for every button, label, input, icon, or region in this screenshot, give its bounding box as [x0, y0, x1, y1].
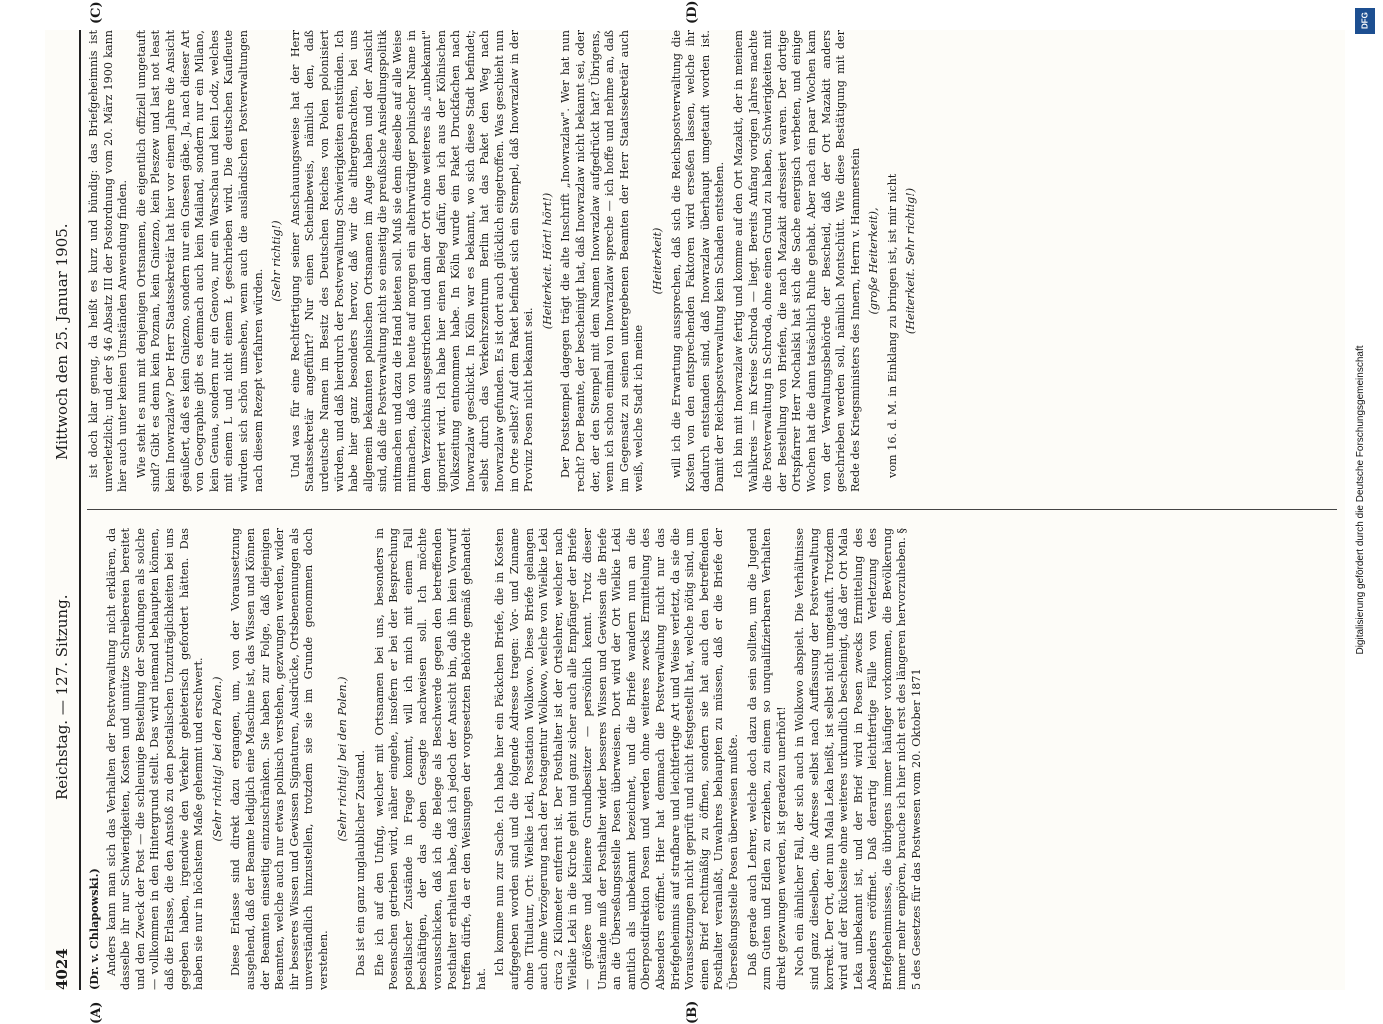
- page-header: [45, 30, 79, 990]
- interjection: (Sehr richtig!): [270, 220, 284, 302]
- left-column: [87, 528, 1337, 990]
- interjection: (Heiterkeit): [650, 227, 664, 295]
- paragraph: Der Poststempel dagegen trägt die alte Inschrift „Inowrazlaw". Wer hat nun recht? Der Beamte, der bescheinigt hat, daß Inowrazlaw nicht bekannt sei, oder der, der den Stempel mit dem Namen Inowrazlaw aufgedrückt hat? Übrigens, wenn ich schon einmal von Inowrazlaw spreche — ich hoffe und nehme an, daß im Gegensatz zu seinen untergebenen Beamten der Herr Staatssekretär auch weiß, welche Stadt ich meine: [559, 30, 646, 492]
- digitization-notice: Digitalisierung gefördert durch die Deutsche Forschungsgemeinschaft: [1355, 345, 1366, 655]
- interjection: (Sehr richtig! bei den Polen.): [335, 676, 349, 842]
- speaker-name: (Dr. v. Chlapowski.): [87, 868, 101, 990]
- interjection: (große Heiterkeit),: [867, 207, 881, 315]
- paragraph: Diese Erlasse sind direkt dazu ergangen, um, von der Voraussetzung ausgehend, daß der Beamte lediglich eine Maschine ist, das Wissen und Können der Beamten einseitig einzuschränken. Sie haben zur Folge, daß diejenigen Beamten, welche auch nur etwas polnisch verstehen, gezwungen werden, wider ihr besseres Wissen und Gewissen Signaturen, Ausdrücke, Ortsbenennungen als unverständlich hinzustellen, trotzdem sie sie im Grunde genommen doch verstehen.: [229, 528, 330, 990]
- dfg-logo: DFG: [1355, 8, 1375, 34]
- margin-mark-d: (D): [685, 0, 700, 24]
- document-page: [45, 0, 1345, 1024]
- paragraph: Und was für eine Rechtfertigung seiner Anschauungsweise hat der Herr Staatssekretär angeführt? Nur einen Scheinbeweis, nämlich den, daß urdeutsche Namen im Besitz des Deutschen Reiches von Polen polonisiert würden, und daß hierdurch der Postverwaltung Schwierigkeiten entstünden. Ich habe hier ganz besonders hervor, daß wir die althergebrachten, bei uns allgemein bekannten polnischen Ortsnamen im Auge haben und der Ansicht sind, daß die Postverwaltung nicht so einseitig die preußische Ansiedlungspolitik mitmachen und dazu die Hand bieten soll. Muß sie denn dieselbe auf alle Weise mitmachen, daß von heute auf morgen ein altehrwürdiger polnischer Name in dem Verzeichnis ausgestrichen und dann der Ort ohne weiteres als „unbekannt" ignoriert wird. Ich habe hier einen Beleg dafür, den ich aus der Kölnischen Volkszeitung entnommen habe. In Köln wurde ein Paket Druckfachen nach Inowrazlaw geschickt. In Köln war es bekannt, wo sich diese Stadt befindet; selbst durch das Verkehrszentrum Berlin hat das Paket den Weg nach Inowrazlaw gefunden. Es ist dort auch glücklich eingetroffen. Was geschieht nun im Orte selbst? Auf dem Paket befindet sich ein Stempel, daß Inowrazlaw in der Provinz Posen nicht bekannt sei.: [288, 30, 536, 492]
- paragraph: Das ist ein ganz unglaublicher Zustand.: [354, 750, 368, 976]
- margin-mark-c: (C): [89, 1, 104, 24]
- paragraph: Anders kann man sich das Verhalten der Postverwaltung nicht erklären, da dasselbe ihr nur Schwierigkeiten, Kosten und unnütze Schreibereien bereitet und den Zweck der Post — die schleunige Bestellung der Sendungen als solche — vollkommen in den Hintergrund stellt. Das wird niemand behaupten können, daß die Erlasse, die den Anstoß zu den postalischen Unzuträglichkeiten bei uns gegeben haben, irgendwie den Verkehr gebieterisch gefordert hätten. Das haben sie nur in höchstem Maße gehemmt und erschwert.: [104, 528, 206, 990]
- header-rule: [79, 30, 81, 990]
- paragraph: Ich bin mit Inowrazlaw fertig und komme auf den Ort Mazakit, der in meinem Wahlkreis — im Kreise Schroda — liegt. Bereits Anfang vorigen Jahres machte die Postverwaltung in Schroda, ohne einen Grund zu haben, Schwierigkeiten mit der Bestellung von Briefen, die nach Mazakit adressiert waren. Der dortige Ortspfarrer Herr Nochalski hat sich die Sache energisch verbeten, und einige Wochen hat die dann tatsächlich Ruhe gehabt. Aber nach ein paar Wochen kam von der Verwaltungsbehörde der Bescheid, daß der Ort Mazakit anders geschrieben werden soll, nämlich Montschütt. Wie diese Bestätigung mit der Rede des Kriegsministers des Innern, Herrn v. Hammerstein: [731, 30, 862, 492]
- margin-mark-b: (B): [685, 1000, 700, 1024]
- session-date: Mittwoch den 25. Januar 1905.: [53, 223, 71, 460]
- paragraph: Ich komme nun zur Sache. Ich habe hier ein Päckchen Briefe, die in Kosten aufgegeben worden sind und die folgende Adresse tragen: Vor- und Zuname ohne Titulatur, Ort: Wielkie Leki, Posstation Wolkowo. Diese Briefe gelangen auch ohne Verzögerung nach der Postagentur Wolkowo, welche von Wielkie Leki circa 2 Kilometer entfernt ist. Der Posthalter ist der Ortslehrer, welcher nach Wielkie Leki in die Kirche geht und ganz sicher auch alle Empfänger der Briefe — größere und kleinere Grundbesitzer — persönlich kennt. Trotz dieser Umstände muß der Posthalter wider besseres Wissen und Gewissen die Briefe an die Überseßungsstelle Posen überweisen. Dort wird der Ort Wielkie Leki amtlich als unbekannt bezeichnet, und die Briefe wandern nun an die Oberpostdirektion Posen und werden ohne weiteres zwecks Ermittelung des Absenders eröffnet. Hier hat demnach die Postverwaltung nicht nur das Briefgeheimnis auf strafbare und leichtfertige Art und Weise verletzt, da sie die Voraussetzungen nicht geprüft und nicht festgestellt hat, welche nötig sind, um einen Brief rechtmäßig zu öffnen, sondern sie hat auch den betreffenden Posthalter veranlaßt, Unwahres behaupten zu müssen, daß er die Briefe der Überseßungsstelle Posen überweisen mußte.: [493, 528, 740, 990]
- session-title: Reichstag. — 127. Sitzung.: [53, 594, 71, 800]
- paragraph: Ehe ich auf den Unfug, welcher mit Ortsnamen bei uns, besonders in Posenschen getrieben wird, näher eingehe, insofern er bei der Besprechung postalischer Zustände in Frage kommt, will ich mich mit einem Fall beschäftigen, der das oben Gesagte nachweisen soll. Ich möchte vorausschicken, daß ich die Belege als Beschwerde gegen den betreffenden Posthalter erhalten habe, daß ich jedoch der Ansicht bin, daß ihn kein Vorwurf treffen dürfe, da er den Weisungen der vorgesetzten Behörde gemäß gehandelt hat.: [372, 528, 488, 990]
- paragraph: Wie steht es nun mit denjenigen Ortsnamen, die eigentlich offiziell umgetauft sind? Gibt es denn kein Poznan, kein Gniezno, kein Pleszew und last not least kein Inowrazlaw? Der Herr Staatssekretär hat hier vor einem Jahre die Ansicht geäußert, daß es kein Gniezno, sondern nur ein Gnesen gäbe. Ja, nach dieser Art von Geographie gibt es demnach auch kein Mailand, sondern nur ein Milano, kein Genua, sondern nur ein Genova, nur ein Warschau und kein Lodz, welches mit einem L und nicht einem Ł geschrieben wird. Die deutschen Kaufleute würden sich schön umsehen, wenn auch die ausländischen Postverwaltungen nach diesem Rezept verfahren würden.: [134, 30, 265, 492]
- paragraph: vom 16. d. M. in Einklang zu bringen ist, ist mir nicht: [885, 173, 899, 478]
- interjection: (Heiterkeit. Sehr richtig!): [904, 187, 918, 335]
- right-column: [87, 30, 1337, 492]
- column-divider: [87, 509, 1337, 510]
- paragraph: will ich die Erwartung aussprechen, daß sich die Reichspostverwaltung die Kosten von den entsprechenden Faktoren wird erseßen lassen, welche ihr dadurch entstanden sind, daß Inowrazlaw überhaupt umgetauft worden ist. Damit der Reichspostverwaltung kein Schaden entstehen.: [669, 30, 727, 492]
- paragraph: Noch ein ähnlicher Fall, der sich auch in Wolkowo abspielt. Die Verhältnisse sind ganz dieselben, die Adresse selbst nach Auffassung der Postverwaltung korrekt. Der Ort, der nun Mala Leka heißt, ist selbst nicht umgetauft. Trotzdem wird auf der Rückseite ohne weiteres urkundlich bescheinigt, daß der Ort Mala Leka unbekannt ist, und der Brief wird in Posen zwecks Ermittelung des Absenders eröffnet. Daß derartig leichtfertige Fälle von Verletzung des Briefgeheimnisses, die übrigens immer häufiger vorkommen, die Bevölkerung immer mehr empören, brauche ich hier nicht erst des längeren hervorzuheben. § 5 des Gesetzes für das Postwesen vom 20. Oktober 1871: [793, 528, 924, 990]
- paragraph: Daß gerade auch Lehrer, welche doch dazu da sein sollten, um die Jugend zum Guten und Edlen zu erziehen, zu einem so unqualifizierbaren Verhalten direkt gezwungen werden, ist geradezu unerhört!: [745, 528, 788, 990]
- page-number: 4024: [53, 948, 71, 990]
- interjection: (Sehr richtig! bei den Polen.): [210, 676, 224, 842]
- interjection: (Heiterkeit. Hört! hört!): [540, 192, 554, 330]
- paragraph: ist doch klar genug, da heißt es kurz und bündig: das Briefgeheimnis ist unverletzlich; und der § 46 Absatz III der Postordnung vom 20. März 1900 kann hier auch unter keinen Umständen Anwendung finden.: [87, 30, 130, 492]
- margin-mark-a: (A): [89, 1001, 104, 1024]
